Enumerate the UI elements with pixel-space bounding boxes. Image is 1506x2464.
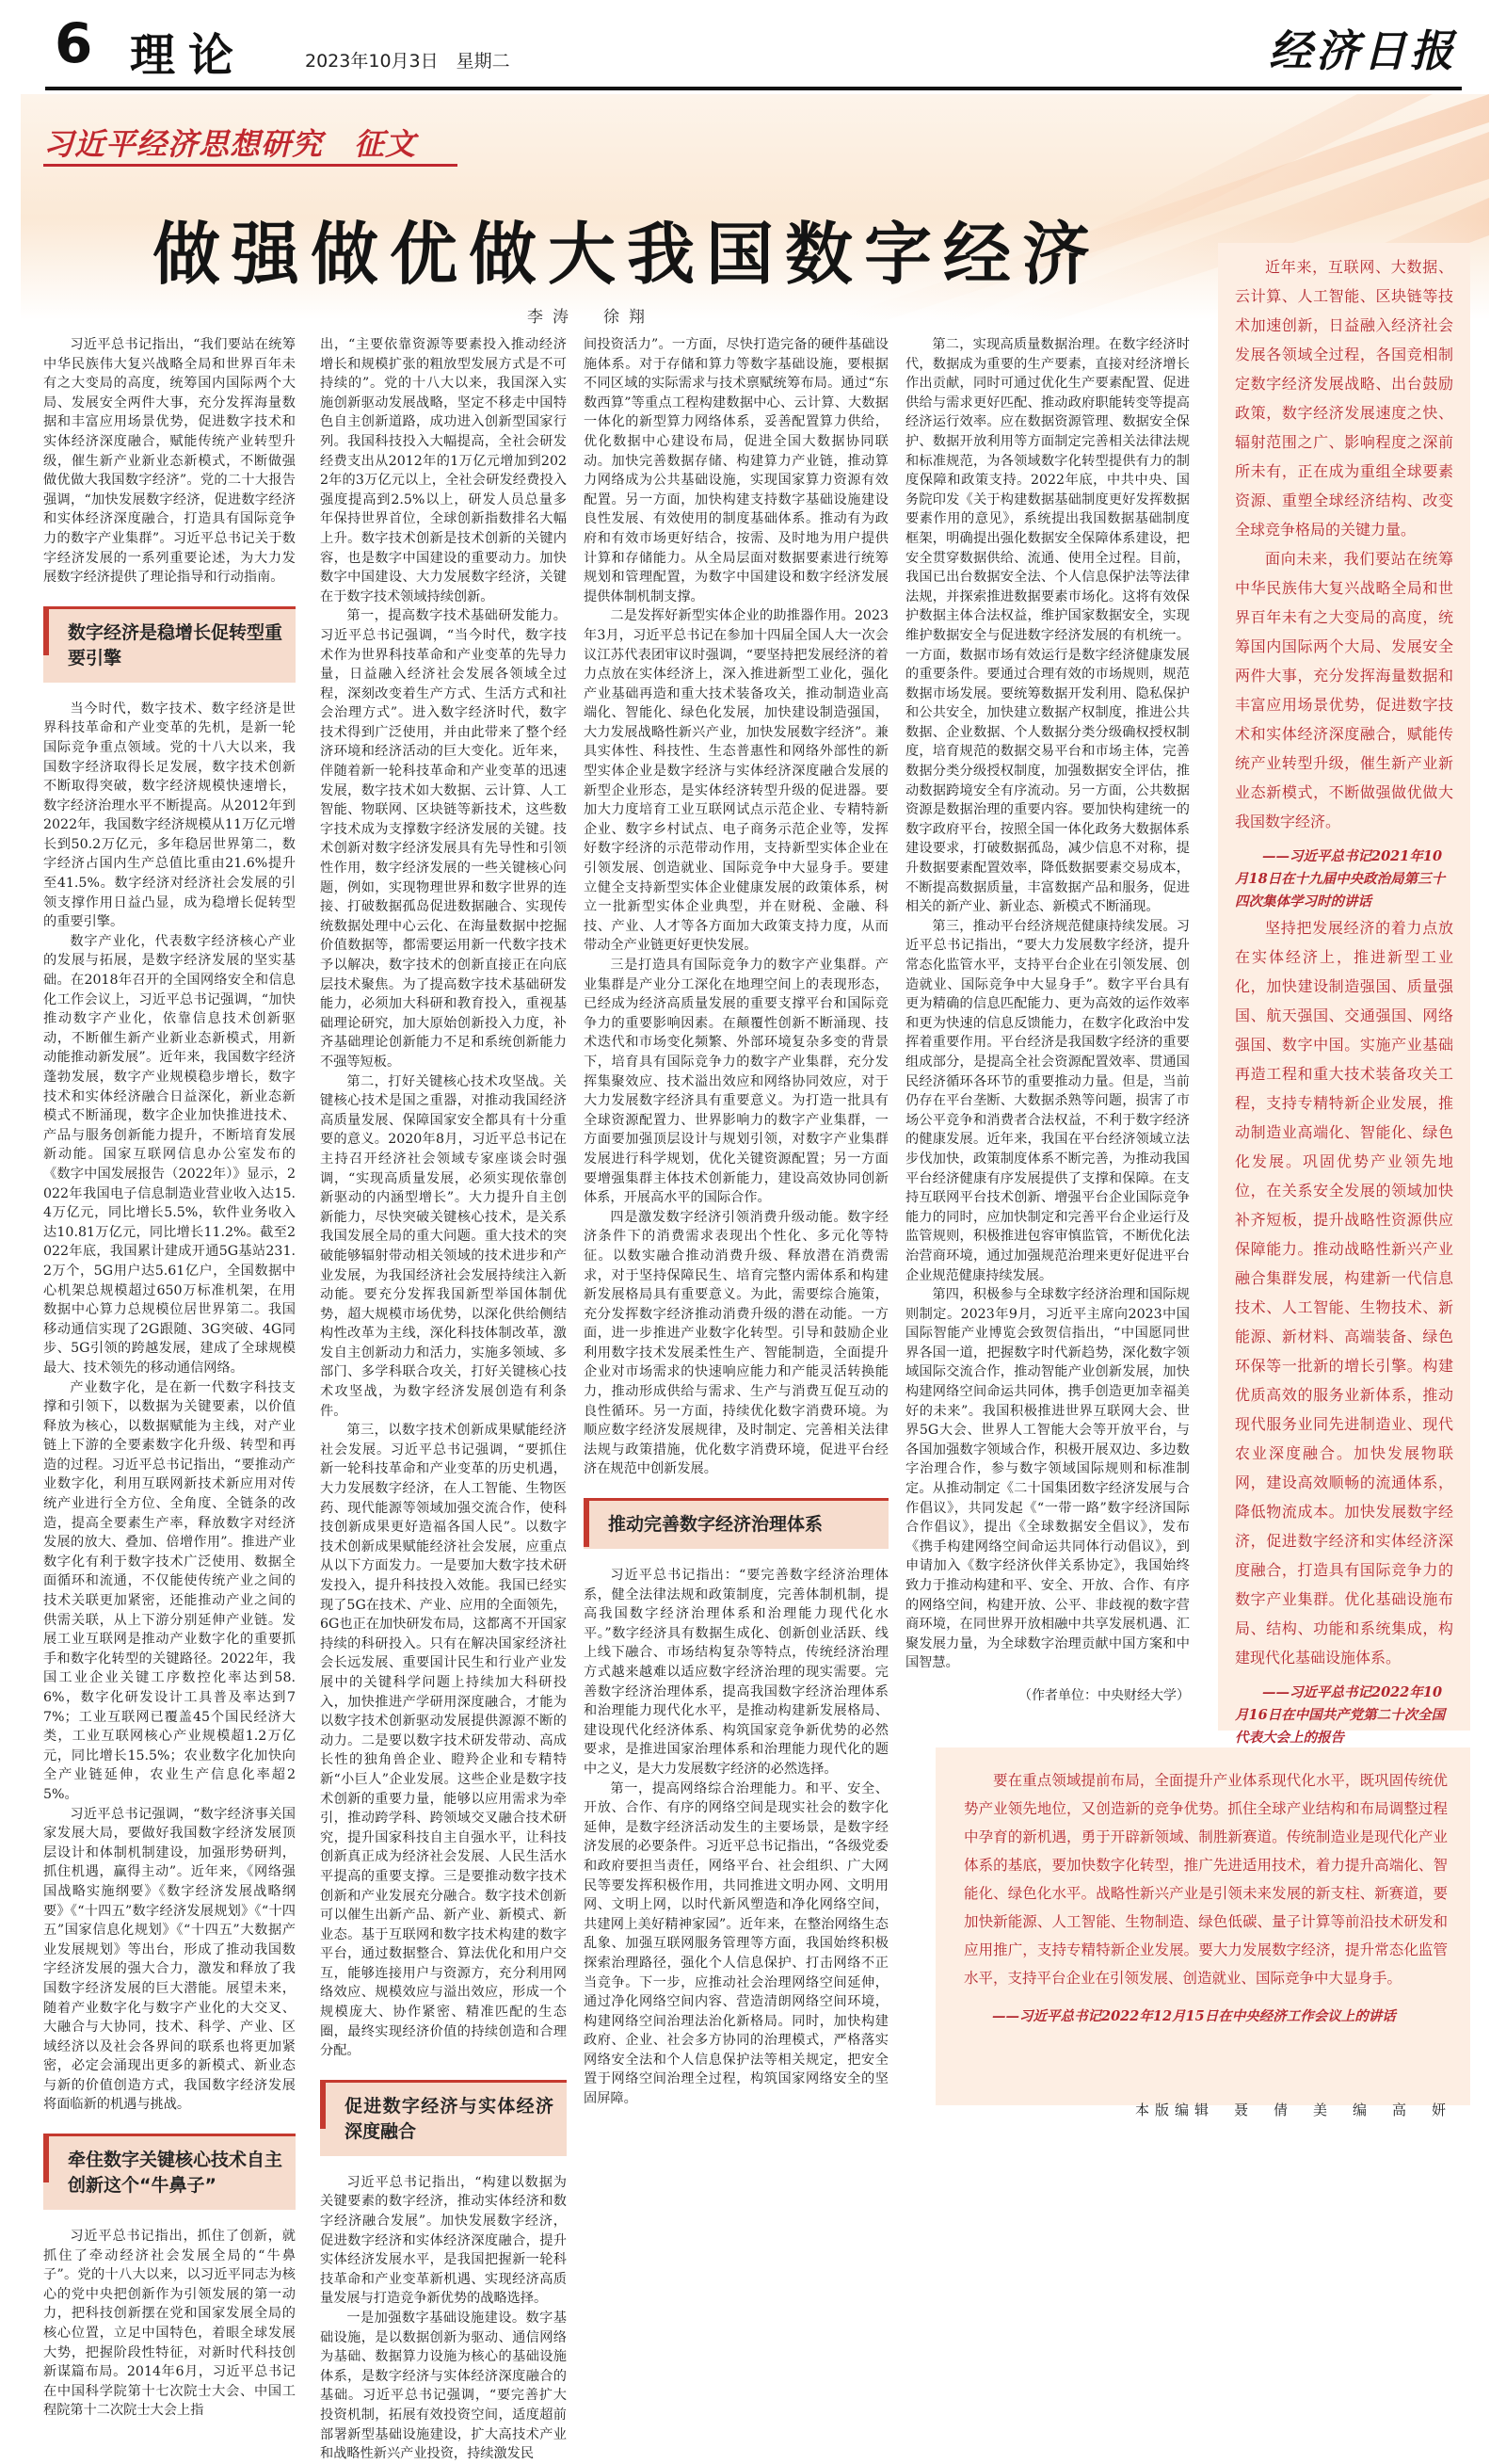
paragraph: 第二，打好关键核心技术攻坚战。关键核心技术是国之重器，对推动我国经济高质量发展、保障国家安全都具有十分重要的意义。2020年8月，习近平总书记在主持召开经济社会领域专家座谈会时强调，“实现高质量发展，必须实现依靠创新驱动的内涵型增长”。大力提升自主创新能力，尽快突破关键核心技术，是关系我国发展全局的重大问题。重大技术的突破能够辐射带动相关领域的技术进步和产业发展，为我国经济社会发展持续注入新动能。要充分发挥我国新型举国体制优势，超大规模市场优势，以深化供给侧结构性改革为主线，深化科技体制改革，激发自主创新动力和活力，实施多领域、多部门、多学科联合攻关，打好关键核心技术攻坚战，为数字经济发展创造有利条件。 xyxy=(320,1073,567,1419)
article-byline: 李涛 徐翔 xyxy=(527,308,654,327)
section-subhead: 牵住数字关键核心技术自主创新这个“牛鼻子” xyxy=(43,2134,296,2210)
paragraph: 习近平总书记强调，“数字经济事关国家发展大局，要做好我国数字经济发展顶层设计和体制机制建设，加强形势研判，抓住机遇，赢得主动”。近年来，《网络强国战略实施纲要》《数字经济发展战略纲要》《“十四五”数字经济发展规划》《“十四五”国家信息化规划》《“十四五”大数据产业发展规划》等出台，形成了推动我国数字经济发展的强大合力，激发和释放了我国数字经济发展的巨大潜能。展望未来，随着产业数字化与数字产业化的大交叉、大融合与大协同，技术、科学、产业、区域经济以及社会各界间的联系也将更加紧密，必定会涌现出更多的新模式、新业态与新的价值创造方式，我国数字经济发展将面临新的机遇与挑战。 xyxy=(43,1806,296,2113)
section-subhead: 促进数字经济与实体经济深度融合 xyxy=(320,2080,567,2156)
article-column-1 xyxy=(43,335,296,2421)
editor-credits: 本版编辑 聂 倩 美 编 高 妍 xyxy=(1134,2102,1451,2118)
paragraph: 第三，以数字技术创新成果赋能经济社会发展。习近平总书记强调，“要抓住新一轮科技革命和产业变革的历史机遇，大力发展数字经济，在人工智能、生物医药、现代能源等领域加强交流合作，使科技创新成果更好造福各国人民”。以数字技术创新成果赋能经济社会发展，应重点从以下方面发力。一是要加大数字技术研发投入，提升科技投入效能。我国已经实现了5G在技术、产业、应用的全面领先，6G也正在加快研发布局，这都离不开国家持续的科研投入。只有在解决国家经济社会长远发展、重要国计民生和行业产业发展中的关键科学问题上持续加大科研投入，加快推进产学研用深度融合，才能为以数字技术创新驱动发展提供源源不断的动力。二是要以数字技术研发带动、高成长性的独角兽企业、瞪羚企业和专精特新“小巨人”企业发展。这些企业是数字技术创新的重要力量，能够以应用需求为牵引，推动跨学科、跨领域交叉融合技术研究，提升国家科技自主自强水平，让科技创新真正成为经济社会发展、人民生活水平提高的重要支撑。三是要推动数字技术创新和产业发展充分融合。数字技术创新可以催生出新产品、新产业、新模式、新业态。基于互联网和数字技术构建的数字平台，通过数据整合、算法优化和用户交互，能够连接用户与资源方，充分利用网络效应、规模效应与溢出效应，形成一个规模庞大、协作紧密、精准匹配的生态圈，最终实现经济价值的持续创造和合理分配。 xyxy=(320,1423,567,2059)
masthead-rule xyxy=(45,87,1462,90)
column-tag: 习近平经济思想研究 征文 xyxy=(43,126,417,162)
paragraph: 习近平总书记指出，抓住了创新，就抓住了牵动经济社会发展全局的“牛鼻子”。党的十八大以来，以习近平同志为核心的党中央把创新作为引领发展的第一动力，把科技创新摆在党和国家发展全局的核心位置，立足中国特色，着眼全球发展大势，把握阶段性特征，对新时代科技创新谋篇布局。2014年6月，习近平总书记在中国科学院第十七次院士大会、中国工程院第十二次院士大会上指 xyxy=(43,2229,296,2419)
quote-text: 近年来，互联网、大数据、云计算、人工智能、区块链等技术加速创新，日益融入经济社会发展各领域全过程，各国竞相制定数字经济发展战略、出台鼓励政策，数字经济发展速度之快、辐射范围之广、影响程度之深前所未有，正在成为重组全球要素资源、重塑全球经济结构、改变全球竞争格局的关键力量。 xyxy=(1235,258,1453,539)
paragraph: 四是激发数字经济引领消费升级动能。数字经济条件下的消费需求表现出个性化、多元化等特征。以数实融合推动消费升级、释放潜在消费需求，对于坚持保障民生、培育完整内需体系和构建新发展格局具有重要意义。为此，需要综合施策，充分发挥数字经济推动消费升级的潜在动能。一方面，进一步推进产业数字化转型。引导和鼓励企业利用数字技术发展柔性生产、智能制造，全面提升企业对市场需求的快速响应能力和产能灵活转换能力，推动形成供给与需求、生产与消费互促互动的良性循环。另一方面，持续优化数字消费环境。为顺应数字经济发展规律，及时制定、完善相关法律法规与政策措施，优化数字消费环境，促进平台经济在规范中创新发展。 xyxy=(584,1209,889,1477)
quote-sidebar xyxy=(1218,243,1470,1746)
quote-block-3 xyxy=(936,1747,1470,2105)
article-column-4 xyxy=(905,335,1190,1706)
author-affiliation: （作者单位：中央财经大学） xyxy=(1018,1687,1190,1703)
newspaper-logo: 经济日报 xyxy=(1269,25,1457,76)
article-column-3 xyxy=(584,335,889,2109)
issue-date: 2023年10月3日 星期二 xyxy=(305,51,510,72)
quote-block-2 xyxy=(1218,913,1470,1749)
paragraph: 当今时代，数字技术、数字经济是世界科技革命和产业变革的先机，是新一轮国际竞争重点领域。党的十八大以来，我国数字经济取得长足发展，数字技术创新不断取得突破，数字经济规模快速增长，数字经济治理水平不断提高。从2012年到2022年，我国数字经济规模从11万亿元增长到50.2万亿元，多年稳居世界第二，数字经济占国内生产总值比重由21.6%提升至41.5%。数字经济对经济社会发展的引领支撑作用日益凸显，成为稳增长促转型的重要引擎。 xyxy=(43,701,296,930)
paragraph: 习近平总书记指出，“构建以数据为关键要素的数字经济，推动实体经济和数字经济融合发展”。加快发展数字经济，促进数字经济和实体经济深度融合，提升实体经济发展水平，是我国把握新一轮科技革命和产业变革新机遇、实现经济高质量发展与打造竞争新优势的战略选择。 xyxy=(320,2174,567,2307)
paragraph: 第二，实现高质量数据治理。在数字经济时代，数据成为重要的生产要素，直接对经济增长作出贡献，同时可通过优化生产要素配置、促进供给与需求更好匹配、推动政府职能转变等提高经济运行效率。应在数据资源管理、数据安全保护、数据开放利用等方面制定完善相关法律法规和标准规范，为各领域数字化转型提供有力的制度保障和政策支持。2022年底，中共中央、国务院印发《关于构建数据基础制度更好发挥数据要素作用的意见》，系统提出我国数据基础制度框架，明确提出强化数据安全保障体系建设，把安全贯穿数据供给、流通、使用全过程。目前，我国已出台数据安全法、个人信息保护法等法律法规，并探索推进数据要素市场化。这将有效保护数据主体合法权益，维护国家数据安全，实现维护数据安全与促进数字经济发展的有机统一。一方面，数据市场有效运行是数字经济健康发展的重要条件。要通过合理有效的市场规则，规范数据市场发展。要统筹数据开发利用、隐私保护和公共安全，加快建立数据产权制度，推进公共数据、企业数据、个人数据分类分级确权授权制度，培育规范的数据交易平台和市场主体，完善数据分类分级授权制度，加强数据安全评估，推动数据跨境安全有序流动。另一方面，公共数据资源是数据治理的重要内容。要加快构建统一的数字政府平台，按照全国一体化政务大数据体系建设要求，打破数据孤岛，减少信息不对称，提升数据要素配置效率，降低数据要素交易成本，不断提高数据质量，丰富数据产品和服务，促进相关的新产业、新业态、新模式不断涌现。 xyxy=(905,337,1190,915)
paragraph: 间投资活力”。一方面，尽快打造完备的硬件基础设施体系。对于存储和算力等数字基础设施，要根据不同区域的实际需求与技术禀赋统筹布局。通过“东数西算”等重点工程构建数据中心、云计算、大数据一体化的新型算力网络体系，妥善配置算力供给，优化数据中心建设布局，促进全国大数据协同联动。加快完善数据存储、构建算力产业链，推动算力网络成为公共基础设施，实现国家算力资源有效配置。另一方面，加快构建支持数字基础设施建设良性发展、有效使用的制度基础体系。推动有为政府和有效市场更好结合，按需、及时地为用户提供计算和存储能力。从全局层面对数据要素进行统筹规划和管理配置，为数字中国建设和数字经济发展提供体制机制支撑。 xyxy=(584,337,889,604)
section-subhead: 数字经济是稳增长促转型重要引擎 xyxy=(43,606,296,683)
quote-block-1 xyxy=(1218,243,1470,913)
paragraph: 习近平总书记指出：“要完善数字经济治理体系，健全法律法规和政策制度，完善体制机制，提高我国数字经济治理体系和治理能力现代化水平。”数字经济具有数据生成化、创新创业活跃、线上线下融合、市场结构复杂等特点，传统经济治理方式越来越难以适应数字经济治理的现实需要。完善数字经济治理体系，提高我国数字经济治理体系和治理能力现代化水平，是推动构建新发展格局、建设现代化经济体系、构筑国家竞争新优势的必然要求，是推进国家治理体系和治理能力现代化的题中之义，是大力发展数字经济的必然选择。 xyxy=(584,1568,889,1777)
paragraph: 二是发挥好新型实体企业的助推器作用。2023年3月，习近平总书记在参加十四届全国人大一次会议江苏代表团审议时强调，“要坚持把发展经济的着力点放在实体经济上，深入推进新型工业化，强化产业基础再造和重大技术装备攻关，推动制造业高端化、智能化、绿色化发展，加快建设制造强国，大力发展战略性新兴产业，加快发展数字经济”。兼具实体性、科技性、生态普惠性和网络外部性的新型实体企业是数字经济与实体经济深度融合发展的新型企业形态，是实体经济转型升级的促进器。要加大力度培育工业互联网试点示范企业、专精特新企业、数字乡村试点、电子商务示范企业等，发挥好数字经济的示范带动作用，支持新型实体企业在引领发展、创造就业、国际竞争中大显身手。要建立健全支持新型实体企业健康发展的政策体系，树立一批新型实体企业典型，并在财税、金融、科技、产业、人才等各方面加大政策支持力度，从而带动全产业链更好更快发展。 xyxy=(584,608,889,954)
column-tag-underline xyxy=(43,164,457,167)
paragraph: 出，“主要依靠资源等要素投入推动经济增长和规模扩张的粗放型发展方式是不可持续的”。党的十八大以来，我国深入实施创新驱动发展战略，坚定不移走中国特色自主创新道路，成功进入创新型国家行列。我国科技投入大幅提高，全社会研发经费支出从2012年的1万亿元增加到2022年的3万亿元以上，全社会研发经费投入强度提高到2.5%以上，研发人员总量多年保持世界首位，全球创新指数排名大幅上升。数字技术创新是技术创新的关键内容，也是数字中国建设的重要动力。加快数字中国建设、大力发展数字经济，关键在于数字技术领域持续创新。 xyxy=(320,337,567,604)
quote-text: 坚持把发展经济的着力点放在实体经济上，推进新型工业化，加快建设制造强国、质量强国、航天强国、交通强国、网络强国、数字中国。实施产业基础再造工程和重大技术装备攻关工程，支持专精特新企业发展，推动制造业高端化、智能化、绿色化发展。巩固优势产业领先地位，在关系安全发展的领域加快补齐短板，提升战略性资源供应保障能力。推动战略性新兴产业融合集群发展，构建新一代信息技术、人工智能、生物技术、新能源、新材料、高端装备、绿色环保等一批新的增长引擎。构建优质高效的服务业新体系，推动现代服务业同先进制造业、现代农业深度融合。加快发展物联网，建设高效顺畅的流通体系，降低物流成本。加快发展数字经济，促进数字经济和实体经济深度融合，打造具有国际竞争力的数字产业集群。优化基础设施布局、结构、功能和系统集成，构建现代化基础设施体系。 xyxy=(1235,919,1453,1667)
quote-source: ——习近平总书记2021年10月18日在十九届中央政治局第三十四次集体学习时的讲话 xyxy=(1235,848,1446,910)
paragraph: 第四，积极参与全球数字经济治理和国际规则制定。2023年9月，习近平主席向2023中国国际智能产业博览会致贺信指出，“中国愿同世界各国一道，把握数字时代新趋势，深化数字领域国际交流合作，推动智能产业创新发展，加快构建网络空间命运共同体，携手创造更加幸福美好的未来”。我国积极推进世界互联网大会、世界5G大会、世界人工智能大会等开放平台，与各国加强数字领域合作，积极开展双边、多边数字治理合作，参与数字领域国际规则和标准制定。从推动制定《二十国集团数字经济发展与合作倡议》，共同发起《“一带一路”数字经济国际合作倡议》，提出《全球数据安全倡议》，发布《携手构建网络空间命运共同体行动倡议》，到申请加入《数字经济伙伴关系协定》，我国始终致力于推动构建和平、安全、开放、合作、有序的网络空间，构建开放、公平、非歧视的数字营商环境，在同世界开放相融中共享发展机遇、汇聚发展力量，为全球数字治理贡献中国方案和中国智慧。 xyxy=(905,1287,1190,1671)
paragraph: 第三，推动平台经济规范健康持续发展。习近平总书记指出，“要大力发展数字经济，提升常态化监管水平，支持平台企业在引领发展、创造就业、国际竞争中大显身手”。数字平台具有更为精确的信息匹配能力、更为高效的运作效率和更为快速的信息反馈能力，在数字化政治中发挥着重要作用。平台经济是我国数字经济的重要组成部分，是提高全社会资源配置效率、贯通国民经济循环各环节的重要推动力量。但是，当前仍存在平台垄断、大数据杀熟等问题，损害了市场公平竞争和消费者合法权益，不利于数字经济的健康发展。近年来，我国在平台经济领域立法步伐加快，政策制度体系不断完善，为推动我国平台经济健康有序发展提供了支撑和保障。在支持互联网平台技术创新、增强平台企业国际竞争能力的同时，应加快制定和完善平台企业运行及监管规则，积极推进包容审慎监管，不断优化法治营商环境，通过加强规范治理来更好促进平台企业规范健康持续发展。 xyxy=(905,918,1190,1283)
paragraph: 第一，提高网络综合治理能力。和平、安全、开放、合作、有序的网络空间是现实社会的数字化延伸，是数字经济活动发生的主要场景，是数字经济发展的必要条件。习近平总书记指出，“各级党委和政府要担当责任，网络平台、社会组织、广大网民等要发挥积极作用，共同推进文明办网、文明用网、文明上网，以时代新风塑造和净化网络空间，共建网上美好精神家园”。近年来，在整治网络生态乱象、加强互联网服务管理等方面，我国始终积极探索治理路径，强化个人信息保护、打击网络不正当竞争。下一步，应推动社会治理网络空间延伸，通过净化网络空间内容、营造清朗网络空间环境，构建网络空间治理法治化新格局。同时，加快构建政府、企业、社会多方协同的治理模式，严格落实网络安全法和个人信息保护法等相关规定，把安全置于网络空间治理全过程，构筑国家网络安全的坚固屏障。 xyxy=(584,1780,889,2107)
section-name: 理论 xyxy=(130,29,248,82)
quote-text: 面向未来，我们要站在统筹中华民族伟大复兴战略全局和世界百年未有之大变局的高度，统筹国内国际两个大局、发展安全两件大事，充分发挥海量数据和丰富应用场景优势，促进数字技术和实体经济深度融合，赋能传统产业转型升级，催生新产业新业态新模式，不断做强做优做大我国数字经济。 xyxy=(1235,550,1453,830)
article-column-2 xyxy=(320,335,567,2464)
paragraph: 一是加强数字基础设施建设。数字基础设施，是以数据创新为驱动、通信网络为基础、数据算力设施为核心的基础设施体系，是数字经济与实体经济深度融合的基础。习近平总书记强调，“要完善扩大投资机制，拓展有效投资空间，适度超前部署新型基础设施建设，扩大高技术产业和战略性新兴产业投资，持续激发民 xyxy=(320,2311,567,2462)
quote-text: 要在重点领域提前布局，全面提升产业体系现代化水平，既巩固传统优势产业领先地位，又创造新的竞争优势。抓住全球产业结构和布局调整过程中孕育的新机遇，勇于开辟新领域、制胜新赛道。传统制造业是现代化产业体系的基底，要加快数字化转型，推广先进适用技术，着力提升高端化、智能化、绿色化水平。战略性新兴产业是引领未来发展的新支柱、新赛道，要加快新能源、人工智能、生物制造、绿色低碳、量子计算等前沿技术研发和应用推广，支持专精特新企业发展。要大力发展数字经济，提升常态化监管水平，支持平台企业在引领发展、创造就业、国际竞争中大显身手。 xyxy=(964,1772,1448,1987)
paragraph: 三是打造具有国际竞争力的数字产业集群。产业集群是产业分工深化在地理空间上的表现形态，已经成为经济高质量发展的重要支撑平台和国际竞争力的重要影响因素。在颠覆性创新不断涌现、技术迭代和市场变化频繁、外部环境复杂多变的背景下，培育具有国际竞争力的数字产业集群，充分发挥集聚效应、技术溢出效应和网络协同效应，对于大力发展数字经济具有重要意义。为打造一批具有全球资源配置力、世界影响力的数字产业集群，一方面要加强顶层设计与规划引领，对数字产业集群发展进行科学规划，优化关键资源配置；另一方面要增强集群主体技术创新能力，建设高效协同创新体系，开展高水平的国际合作。 xyxy=(584,958,889,1206)
paragraph: 第一，提高数字技术基础研发能力。习近平总书记强调，“当今时代，数字技术作为世界科技革命和产业变革的先导力量，日益融入经济社会发展各领域全过程，深刻改变着生产方式、生活方式和社会治理方式”。进入数字经济时代，数字技术得到广泛使用，并由此带来了整个经济环境和经济活动的巨大变化。近年来，伴随着新一轮科技革命和产业变革的迅速发展，数字技术如大数据、云计算、人工智能、物联网、区块链等新技术，这些数字技术成为支撑数字经济发展的关键。技术创新对数字经济发展具有先导性和引领性作用，数字经济发展的一些关键核心问题，例如，实现物理世界和数字世界的连接、打破数据孤岛促进数据融合、实现传统数据处理中心云化、在海量数据中挖掘价值数据等，都需要运用新一代数字技术予以解决，数字技术的创新直接正在向底层技术聚焦。为了提高数字技术基础研发能力，必须加大科研和教育投入，重视基础理论研究，加大原始创新投入力度，补齐基础理论创新能力不足和系统创新能力不强等短板。 xyxy=(320,608,567,1070)
paragraph: 产业数字化，是在新一代数字科技支撑和引领下，以数据为关键要素，以价值释放为核心，以数据赋能为主线，对产业链上下游的全要素数字化升级、转型和再造的过程。习近平总书记指出，“要推动产业数字化，利用互联网新技术新应用对传统产业进行全方位、全角度、全链条的改造，提高全要素生产率，释放数字对经济发展的放大、叠加、倍增作用”。推进产业数字化有利于数字技术广泛使用、数据全面循环和流通，不仅能使传统产业之间的技术关联更加紧密，还能推动产业之间的供需关联，从上下游分别延伸产业链。发展工业互联网是推动产业数字化的重要抓手和数字化转型的关键路径。2022年，我国工业企业关键工序数控化率达到58.6%，数字化研发设计工具普及率达到77%；工业互联网已覆盖45个国民经济大类，工业互联网核心产业规模超1.2万亿元，同比增长15.5%；农业数字化加快向全产业链延伸，农业生产信息化率超25%。 xyxy=(43,1379,296,1802)
quote-source: ——习近平总书记2022年12月15日在中央经济工作会议上的讲话 xyxy=(992,2008,1396,2024)
paragraph: 数字产业化，代表数字经济核心产业的发展与拓展，是数字经济发展的坚实基础。在2018年召开的全国网络安全和信息化工作会议上，习近平总书记强调，“加快推动数字产业化，依靠信息技术创新驱动，不断催生新产业新业态新模式，用新动能推动新发展”。近年来，我国数字经济蓬勃发展，数字产业规模稳步增长，数字技术和实体经济融合日益深化，新业态新模式不断涌现，数字企业加快推进技术、产品与服务创新能力提升，不断培育发展新动能。国家互联网信息办公室发布的《数字中国发展报告（2022年）》显示，2022年我国电子信息制造业营业收入达15.4万亿元，同比增长5.5%，软件业务收入达10.81万亿元，同比增长11.2%。截至2022年底，我国累计建成开通5G基站231.2万个，5G用户达5.61亿户，全国数据中心机架总规模超过650万标准机架，在用数据中心算力总规模位居世界第二。我国移动通信实现了2G跟随、3G突破、4G同步、5G引领的跨越发展，建成了全球规模最大、技术领先的移动通信网络。 xyxy=(43,933,296,1376)
article-headline: 做强做优做大我国数字经济 xyxy=(152,215,1102,294)
quote-source: ——习近平总书记2022年10月16日在中国共产党第二十次全国代表大会上的报告 xyxy=(1235,1684,1446,1746)
paragraph: 习近平总书记指出，“我们要站在统筹中华民族伟大复兴战略全局和世界百年未有之大变局的高度，统筹国内国际两个大局、发展安全两件大事，充分发挥海量数据和丰富应用场景优势，促进数字技术和实体经济深度融合，赋能传统产业转型升级，催生新产业新业态新模式，不断做强做优做大我国数字经济”。党的二十大报告强调，“加快发展数字经济，促进数字经济和实体经济深度融合，打造具有国际竞争力的数字产业集群”。习近平总书记关于数字经济发展的一系列重要论述，为大力发展数字经济提供了理论指导和行动指南。 xyxy=(43,337,296,586)
masthead xyxy=(0,0,1506,87)
section-subhead: 推动完善数字经济治理体系 xyxy=(584,1498,889,1549)
page-number: 6 xyxy=(55,11,93,75)
